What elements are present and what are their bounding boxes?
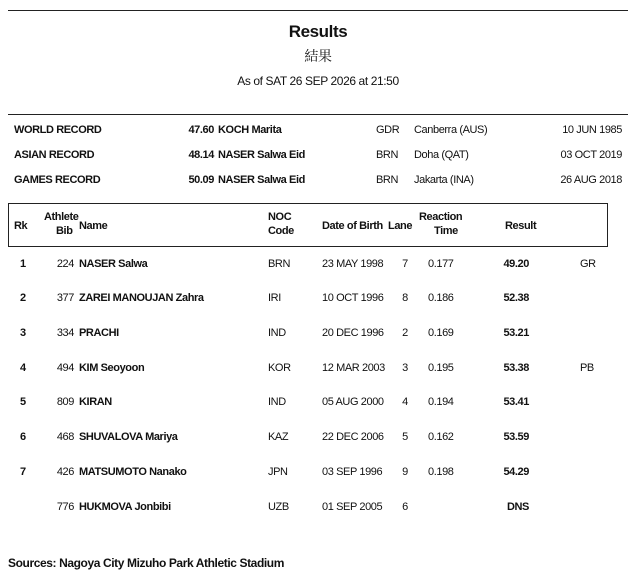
athlete-bib: 468 [56, 431, 74, 443]
reaction-time: 0.198 [428, 466, 454, 478]
result: DNS [506, 501, 529, 513]
date-of-birth: 10 OCT 1996 [322, 292, 384, 304]
athlete-bib: 377 [56, 292, 74, 304]
record-row-asian [0, 149, 636, 165]
athlete-bib: 334 [56, 327, 74, 339]
page-title: Results [288, 22, 348, 41]
record-flag: PB [580, 362, 594, 374]
athlete-bib: 224 [56, 258, 74, 270]
lane: 5 [402, 431, 408, 443]
noc-code: KAZ [268, 431, 289, 443]
athlete-name: MATSUMOTO Nanako [79, 466, 187, 478]
rank: 6 [20, 431, 26, 443]
date-of-birth: 22 DEC 2006 [322, 431, 384, 443]
noc-code: BRN [268, 258, 291, 270]
lane: 2 [402, 327, 408, 339]
table-row [0, 258, 636, 274]
col-header-lane: Lane [388, 220, 413, 232]
result: 53.59 [503, 431, 529, 443]
record-venue: Canberra (AUS) [414, 124, 488, 136]
table-row [0, 396, 636, 412]
athlete-name: KIRAN [79, 396, 112, 408]
result: 53.21 [503, 327, 529, 339]
record-date: 10 JUN 1985 [562, 124, 622, 136]
athlete-bib: 426 [56, 466, 74, 478]
rank: 1 [20, 258, 26, 270]
record-mark: 48.14 [188, 149, 214, 161]
lane: 7 [402, 258, 408, 270]
athlete-name: ZAREI MANOUJAN Zahra [79, 292, 204, 304]
col-header-bib-line1: Athlete [44, 211, 79, 223]
record-noc: BRN [376, 174, 399, 186]
noc-code: IND [268, 396, 286, 408]
record-mark: 47.60 [188, 124, 214, 136]
col-header-reaction-line1: Reaction [419, 211, 463, 223]
result: 53.41 [503, 396, 529, 408]
rank: 5 [20, 396, 26, 408]
date-of-birth: 01 SEP 2005 [322, 501, 383, 513]
table-row [0, 501, 636, 517]
noc-code: IND [268, 327, 286, 339]
col-header-noc-line2: Code [268, 225, 294, 237]
record-date: 03 OCT 2019 [560, 149, 622, 161]
result: 53.38 [503, 362, 529, 374]
record-flag: GR [580, 258, 596, 270]
date-of-birth: 03 SEP 1996 [322, 466, 383, 478]
athlete-name: PRACHI [79, 327, 119, 339]
date-of-birth: 23 MAY 1998 [322, 258, 384, 270]
reaction-time: 0.195 [428, 362, 454, 374]
reaction-time: 0.194 [428, 396, 454, 408]
record-noc: GDR [376, 124, 400, 136]
record-holder: NASER Salwa Eid [218, 149, 305, 161]
noc-code: JPN [268, 466, 288, 478]
athlete-bib: 494 [56, 362, 74, 374]
col-header-noc-line1: NOC [268, 211, 292, 223]
record-noc: BRN [376, 149, 399, 161]
table-row [0, 327, 636, 343]
record-row-world [0, 124, 636, 140]
table-row [0, 362, 636, 378]
as-of-timestamp: As of SAT 26 SEP 2026 at 21:50 [237, 74, 399, 88]
top-rule [8, 10, 628, 11]
athlete-name: NASER Salwa [79, 258, 148, 270]
rank: 2 [20, 292, 26, 304]
lane: 4 [402, 396, 408, 408]
reaction-time: 0.177 [428, 258, 454, 270]
record-holder: KOCH Marita [218, 124, 282, 136]
date-of-birth: 12 MAR 2003 [322, 362, 385, 374]
reaction-time: 0.169 [428, 327, 454, 339]
col-header-bib-line2: Bib [56, 225, 73, 237]
athlete-name: KIM Seoyoon [79, 362, 145, 374]
col-header-name: Name [79, 220, 108, 232]
lane: 3 [402, 362, 408, 374]
result: 52.38 [503, 292, 529, 304]
reaction-time: 0.186 [428, 292, 454, 304]
lane: 6 [402, 501, 408, 513]
record-venue: Doha (QAT) [414, 149, 469, 161]
noc-code: IRI [268, 292, 281, 304]
rank: 7 [20, 466, 26, 478]
col-header-result: Result [505, 220, 537, 232]
record-row-games [0, 174, 636, 190]
date-of-birth: 20 DEC 1996 [322, 327, 384, 339]
noc-code: UZB [268, 501, 289, 513]
athlete-bib: 809 [56, 396, 74, 408]
records-rule [8, 114, 628, 115]
noc-code: KOR [268, 362, 291, 374]
record-label: GAMES RECORD [14, 174, 101, 186]
col-header-reaction-line2: Time [434, 225, 458, 237]
athlete-bib: 776 [56, 501, 74, 513]
record-label: ASIAN RECORD [14, 149, 95, 161]
record-holder: NASER Salwa Eid [218, 174, 305, 186]
date-of-birth: 05 AUG 2000 [322, 396, 384, 408]
reaction-time: 0.162 [428, 431, 454, 443]
col-header-rk: Rk [14, 220, 28, 232]
page-subtitle: 結果 [304, 48, 332, 64]
athlete-name: SHUVALOVA Mariya [79, 431, 178, 443]
result: 49.20 [503, 258, 529, 270]
table-row [0, 466, 636, 482]
record-mark: 50.09 [188, 174, 214, 186]
table-row [0, 431, 636, 447]
rank: 4 [20, 362, 26, 374]
record-date: 26 AUG 2018 [560, 174, 622, 186]
table-row [0, 292, 636, 308]
athlete-name: HUKMOVA Jonbibi [79, 501, 171, 513]
record-venue: Jakarta (INA) [414, 174, 474, 186]
result: 54.29 [503, 466, 529, 478]
col-header-dob: Date of Birth [322, 220, 383, 232]
record-label: WORLD RECORD [14, 124, 102, 136]
rank: 3 [20, 327, 26, 339]
lane: 9 [402, 466, 408, 478]
sources-note: Sources: Nagoya City Mizuho Park Athletic Stadium [8, 556, 285, 570]
lane: 8 [402, 292, 408, 304]
